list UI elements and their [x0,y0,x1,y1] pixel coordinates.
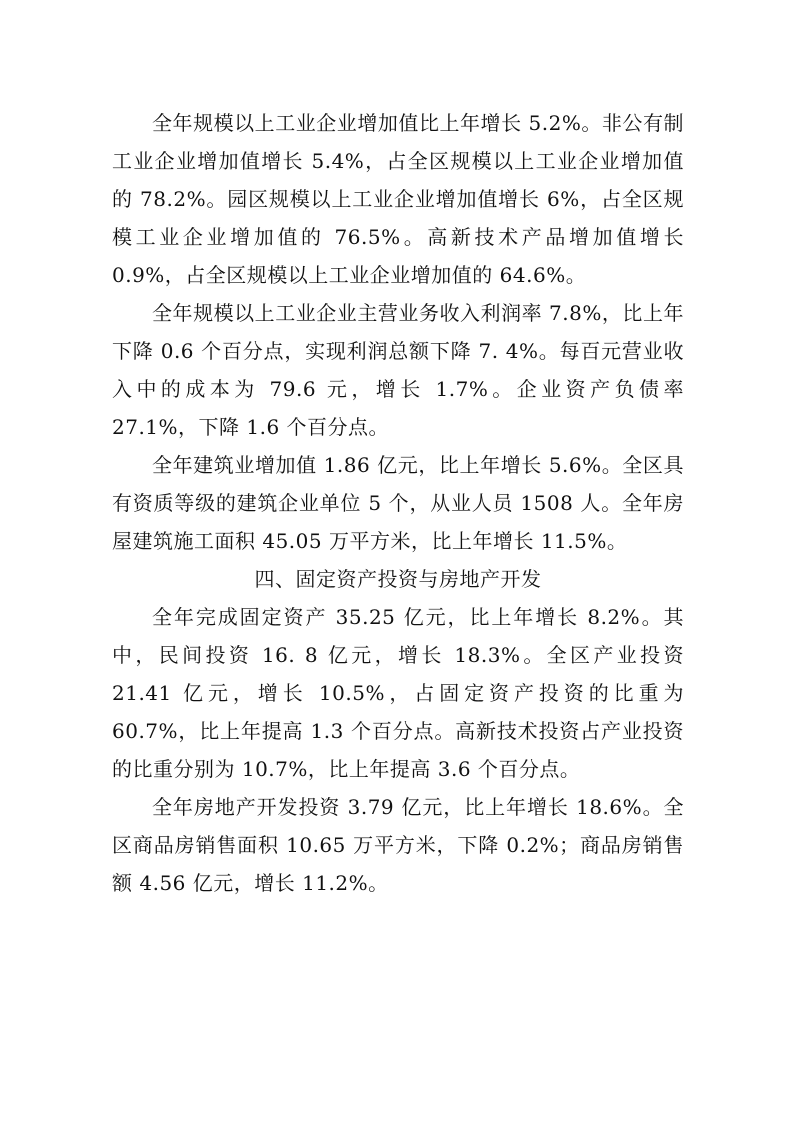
paragraph-fixed-asset-investment: 全年完成固定资产 35.25 亿元，比上年增长 8.2%。其中，民间投资 16. 8 亿元，增长 18.3%。全区产业投资 21.41 亿元，增长 10.5%，占固定资产投资的比重为 60.7%，比上年提高 1.3 个百分点。高新技术投资占产业投资的比重分别为 10.7%，比上年提高 3.6 个百分点。 [112,605,684,781]
section-heading-investment: 四、固定资产投资与房地产开发 [254,567,542,591]
paragraph-industry-profit: 全年规模以上工业企业主营业务收入利润率 7.8%，比上年下降 0.6 个百分点，实现利润总额下降 7. 4%。每百元营业收入中的成本为 79.6 元，增长 1.7%。企业资产负债率 27.1%，下降 1.6 个百分点。 [112,301,684,439]
document-body [112,104,684,902]
paragraph-industry-value-added: 全年规模以上工业企业增加值比上年增长 5.2%。非公有制工业企业增加值增长 5.4%，占全区规模以上工业企业增加值的 78.2%。园区规模以上工业企业增加值增长 6%，占全区规模工业企业增加值的 76.5%。高新技术产品增加值增长 0.9%，占全区规模以上工业企业增加值的 64.6%。 [112,111,684,287]
paragraph-real-estate: 全年房地产开发投资 3.79 亿元，比上年增长 18.6%。全区商品房销售面积 10.65 万平方米，下降 0.2%；商品房销售额 4.56 亿元，增长 11.2%。 [112,795,684,895]
paragraph-construction: 全年建筑业增加值 1.86 亿元，比上年增长 5.6%。全区具有资质等级的建筑企业单位 5 个，从业人员 1508 人。全年房屋建筑施工面积 45.05 万平方米，比上年增长 11.5%。 [112,453,684,553]
